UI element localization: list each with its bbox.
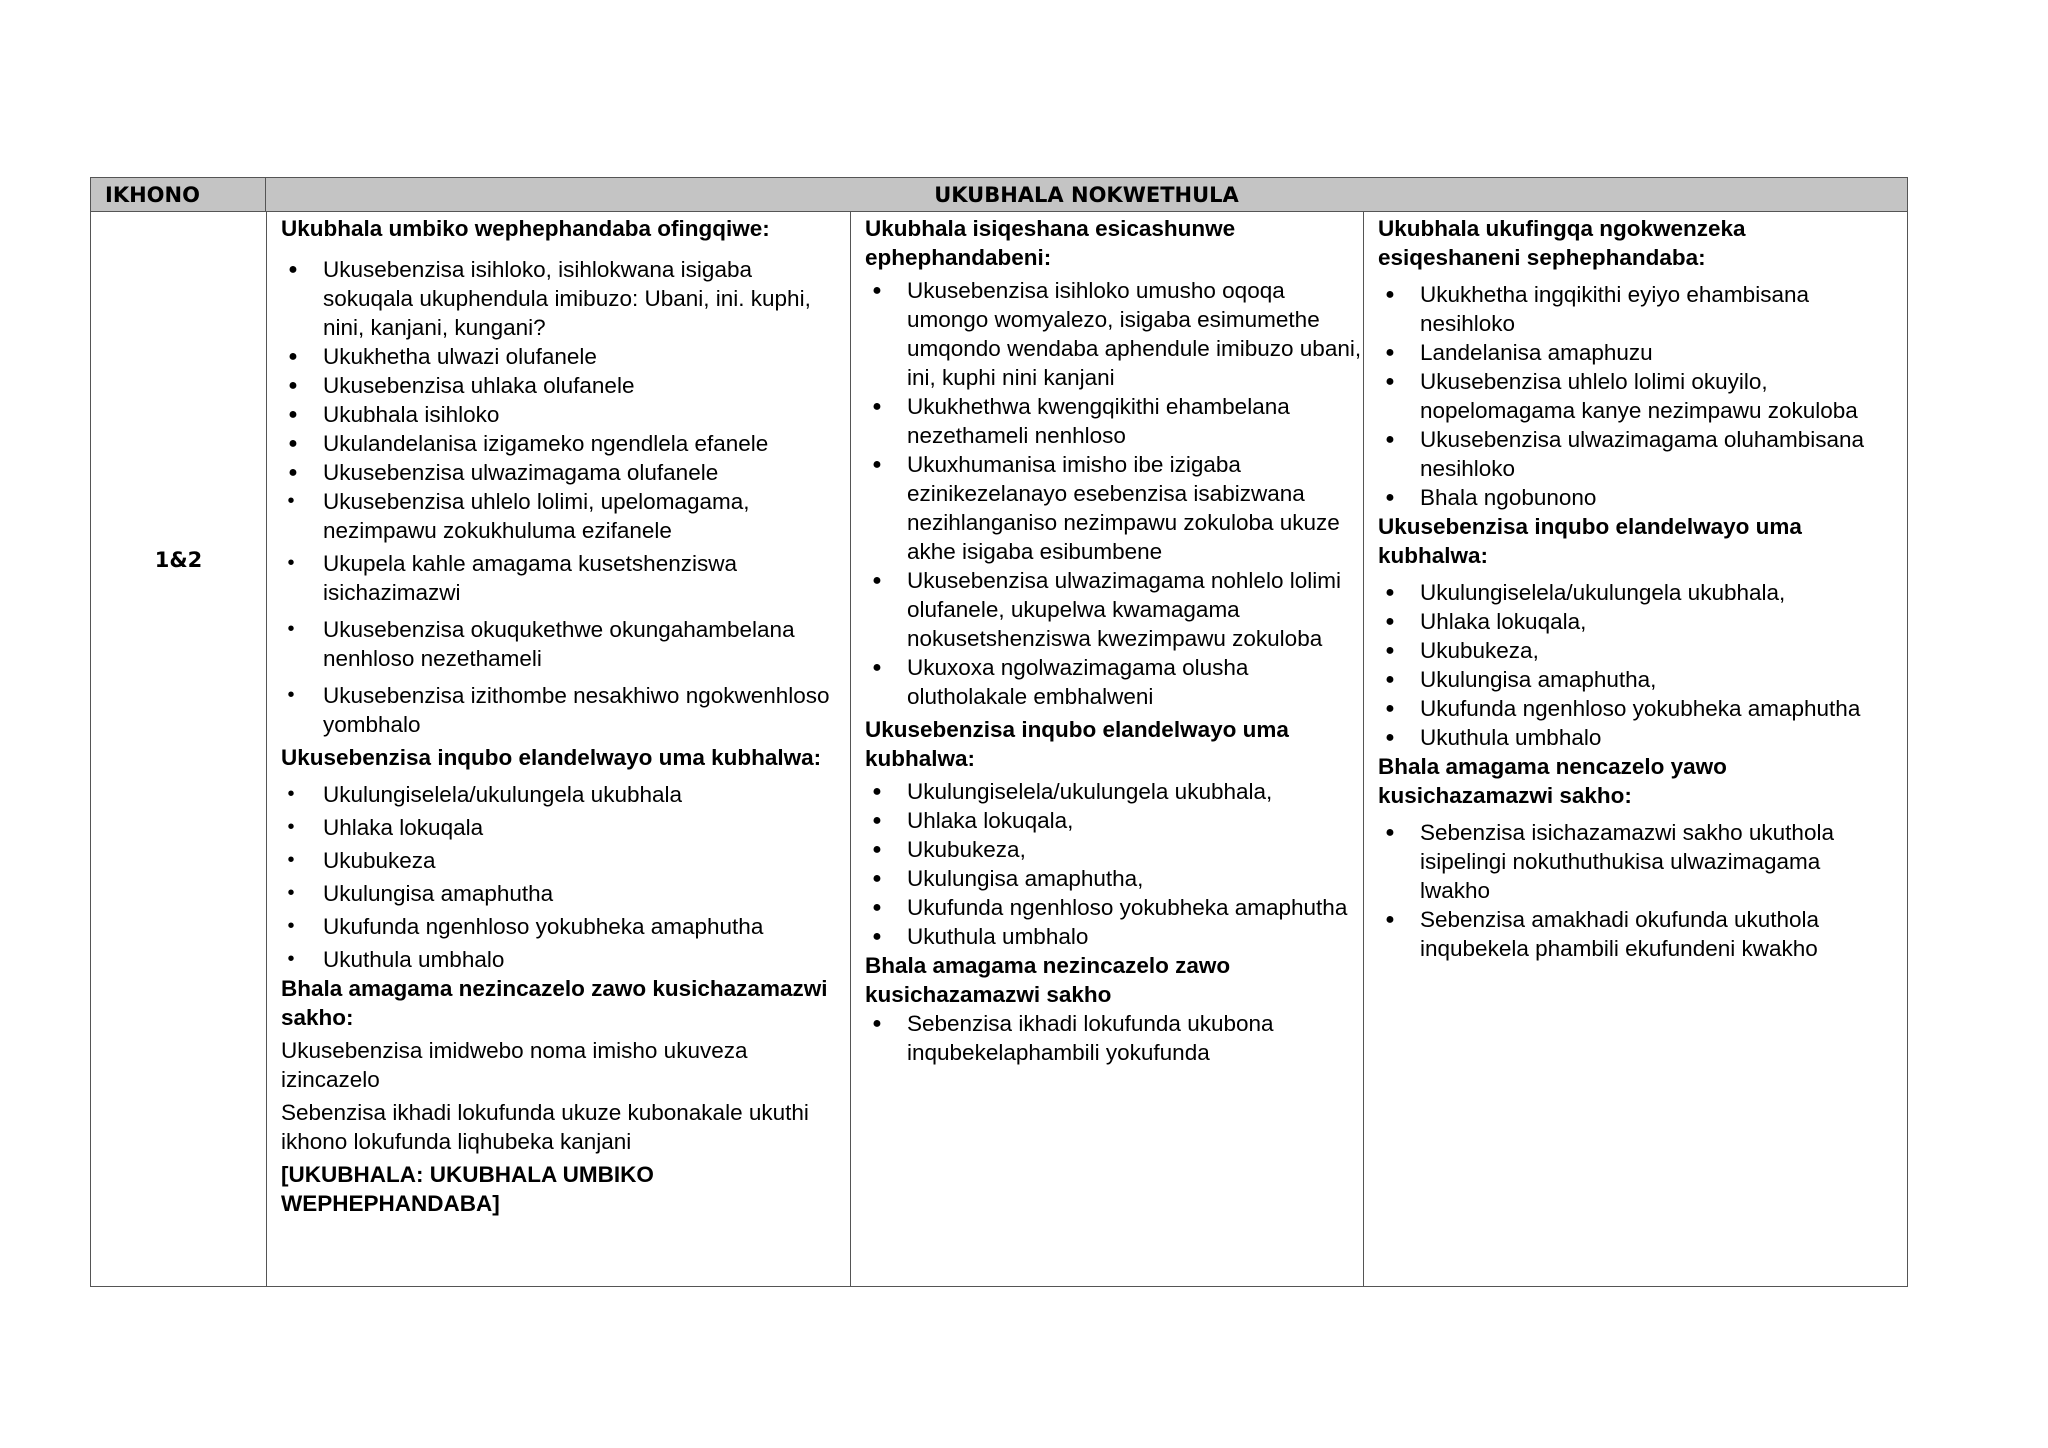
- list-item: ● Ukusebenzisa isihloko umusho oqoqa umongo womyalezo, isigaba esimumethe umqondo wendaba aphendule imibuzo ubani, ini, kuphi nini kanjani: [865, 276, 1365, 392]
- list-item: ● Sebenzisa isichazamazwi sakho ukuthola isipelingi nokuthuthukisa ulwazimagama lwakho: [1378, 818, 1888, 905]
- list-item: • Ukusebenzisa izithombe nesakhiwo ngokwenhloso yombhalo: [281, 681, 841, 739]
- list-item: • Ukulungisa amaphutha: [281, 879, 841, 908]
- list-item: ● Ukuxoxa ngolwazimagama olusha olutholakale embhalweni: [865, 653, 1365, 711]
- list-item: • Ukusebenzisa okuqukethwe okungahambelana nenhloso nezethameli: [281, 615, 841, 673]
- list-item: ● Sebenzisa ikhadi lokufunda ukubona inqubekelaphambili yokufunda: [865, 1009, 1365, 1067]
- col1-topic-tag: [UKUBHALA: UKUBHALA UMBIKO WEPHEPHANDABA]: [281, 1162, 654, 1216]
- col1-paragraph: Ukusebenzisa imidwebo noma imisho ukuveza izincazelo: [281, 1038, 748, 1092]
- column-newspaper-excerpt: [865, 214, 1365, 1067]
- list-item: ● Ukukhetha ulwazi olufanele: [281, 342, 841, 371]
- list-item: • Ukufunda ngenhloso yokubheka amaphutha: [281, 912, 841, 941]
- list-item: ● Ukulungiselela/ukulungela ukubhala,: [865, 777, 1365, 806]
- list-item: • Ukusebenzisa uhlelo lolimi, upelomagama, nezimpawu zokukhuluma ezifanele: [281, 487, 841, 545]
- col3-process-list: [1378, 578, 1888, 752]
- col2-process-list: [865, 777, 1365, 951]
- list-item: • Ukubukeza: [281, 846, 841, 875]
- col2-process-heading: Ukusebenzisa inqubo elandelwayo uma kubhalwa:: [865, 717, 1289, 771]
- list-item: ● Ukubhala isihloko: [281, 400, 841, 429]
- col3-process-heading: Ukusebenzisa inqubo elandelwayo uma kubhalwa:: [1378, 514, 1802, 568]
- section-title-header: UKUBHALA NOKWETHULA: [266, 178, 1907, 212]
- list-item: ● Ukusebenzisa ulwazimagama nohlelo lolimi olufanele, ukupelwa kwamagama nokusetshenziswa kwezimpawu zokuloba: [865, 566, 1365, 653]
- list-item: ● Ukusebenzisa uhlaka olufanele: [281, 371, 841, 400]
- col1-list-a: [281, 255, 841, 487]
- list-item: ● Ukuthula umbhalo: [1378, 723, 1888, 752]
- list-item: ● Landelanisa amaphuzu: [1378, 338, 1888, 367]
- col1-paragraph: Sebenzisa ikhadi lokufunda ukuze kubonakale ukuthi ikhono lokufunda liqhubeka kanjani: [281, 1100, 809, 1154]
- list-item: • Ukupela kahle amagama kusetshenziswa isichazimazwi: [281, 549, 841, 607]
- list-item: ● Ukuxhumanisa imisho ibe izigaba ezinikezelanayo esebenzisa isabizwana nezihlanganiso nezimpawu zokuloba ukuze akhe isigaba esibumbene: [865, 450, 1365, 566]
- list-item: ● Ukufunda ngenhloso yokubheka amaphutha: [865, 893, 1365, 922]
- list-item: ● Ukubukeza,: [1378, 636, 1888, 665]
- col1-dictionary-heading: Bhala amagama nezincazelo zawo kusichazamazwi sakho:: [281, 976, 828, 1030]
- column-divider: [266, 212, 267, 1286]
- list-item: ● Uhlaka lokuqala,: [1378, 607, 1888, 636]
- list-item: ● Ukusebenzisa ulwazimagama oluhambisana nesihloko: [1378, 425, 1888, 483]
- list-item: ● Ukulungisa amaphutha,: [1378, 665, 1888, 694]
- ikhono-header: IKHONO: [91, 178, 266, 212]
- list-item: ● Ukubukeza,: [865, 835, 1365, 864]
- column-divider: [850, 212, 851, 1286]
- list-item: ● Bhala ngobunono: [1378, 483, 1888, 512]
- col3-dictionary-heading: Bhala amagama nencazelo yawo kusichazamazwi sakho:: [1378, 754, 1727, 808]
- list-item: ● Ukulungisa amaphutha,: [865, 864, 1365, 893]
- col2-dictionary-heading: Bhala amagama nezincazelo zawo kusichazamazwi sakho: [865, 953, 1231, 1007]
- list-item: • Ukuthula umbhalo: [281, 945, 841, 974]
- col2-dictionary-list: [865, 1009, 1365, 1067]
- column-newspaper-report: [281, 214, 841, 1218]
- col1-process-heading: Ukusebenzisa inqubo elandelwayo uma kubhalwa:: [281, 745, 822, 770]
- col3-dictionary-list: [1378, 818, 1888, 963]
- list-item: ● Ukukhethwa kwengqikithi ehambelana nezethameli nenhloso: [865, 392, 1365, 450]
- list-item: ● Ukusebenzisa isihloko, isihlokwana isigaba sokuqala ukuphendula imibuzo: Ubani, ini. kuphi, nini, kanjani, kungani?: [281, 255, 841, 342]
- col1-process-list: [281, 780, 841, 974]
- col2-list: [865, 276, 1365, 711]
- column-summary-writing: [1378, 214, 1888, 963]
- lesson-plan-table: [90, 177, 1908, 1287]
- list-item: ● Ukulungiselela/ukulungela ukubhala,: [1378, 578, 1888, 607]
- list-item: • Uhlaka lokuqala: [281, 813, 841, 842]
- col1-list-b: [281, 487, 841, 739]
- list-item: ● Ukukhetha ingqikithi eyiyo ehambisana nesihloko: [1378, 280, 1888, 338]
- col3-heading: Ukubhala ukufingqa ngokwenzeka esiqeshaneni sephephandaba:: [1378, 216, 1746, 270]
- list-item: ● Uhlaka lokuqala,: [865, 806, 1365, 835]
- list-item: ● Ukuthula umbhalo: [865, 922, 1365, 951]
- col1-heading: Ukubhala umbiko wephephandaba ofingqiwe:: [281, 216, 770, 241]
- list-item: ● Ukusebenzisa uhlelo lolimi okuyilo, nopelomagama kanye nezimpawu zokuloba: [1378, 367, 1888, 425]
- list-item: ● Ukusebenzisa ulwazimagama olufanele: [281, 458, 841, 487]
- list-item: ● Ukufunda ngenhloso yokubheka amaphutha: [1378, 694, 1888, 723]
- col2-heading: Ukubhala isiqeshana esicashunwe ephephandabeni:: [865, 216, 1236, 270]
- list-item: • Ukulungiselela/ukulungela ukubhala: [281, 780, 841, 809]
- col3-list: [1378, 280, 1888, 512]
- week-label: 1&2: [154, 548, 203, 572]
- list-item: ● Sebenzisa amakhadi okufunda ukuthola inqubekela phambili ekufundeni kwakho: [1378, 905, 1888, 963]
- list-item: ● Ukulandelanisa izigameko ngendlela efanele: [281, 429, 841, 458]
